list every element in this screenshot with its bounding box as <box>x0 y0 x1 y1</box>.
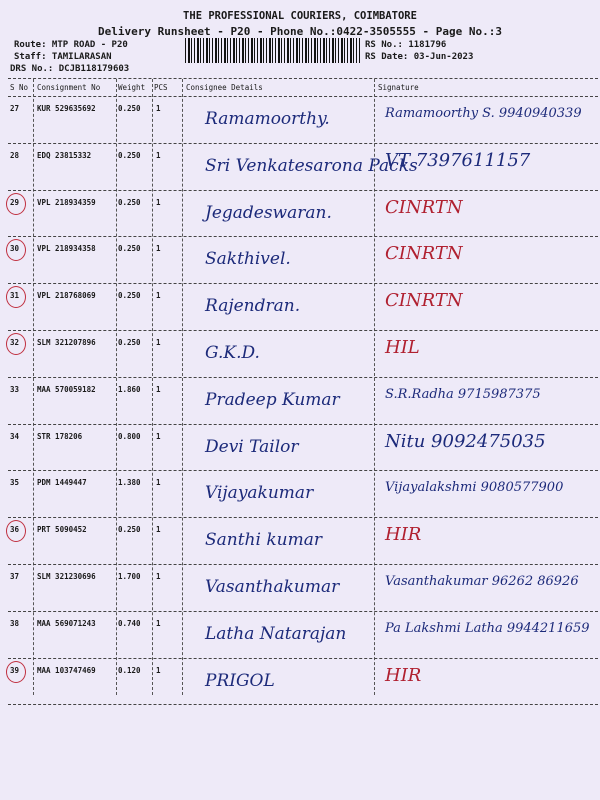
row-divider <box>8 470 598 471</box>
row-divider <box>8 611 598 612</box>
row-signature-handwriting: Vijayalakshmi 9080577900 <box>385 480 564 496</box>
row-consignment-no: EDQ 23815332 <box>37 150 92 160</box>
row-divider <box>8 330 598 331</box>
row-sno: 35 <box>10 478 20 488</box>
row-weight: 0.250 <box>118 525 141 535</box>
row-consignee-handwriting: Sakthivel. <box>205 249 291 270</box>
row-weight: 1.380 <box>118 478 141 488</box>
row-signature-handwriting: Pa Lakshmi Latha 9944211659 <box>385 620 590 636</box>
row-circle-mark <box>6 286 26 308</box>
row-divider <box>8 424 598 425</box>
row-pcs: 1 <box>156 618 161 628</box>
row-consignee-handwriting: Latha Natarajan <box>205 623 347 644</box>
row-weight: 0.250 <box>118 197 141 207</box>
table-header-rule <box>8 96 598 97</box>
row-signature-handwriting: HIL <box>385 337 420 358</box>
row-sno: 31 <box>10 291 20 301</box>
row-signature-handwriting: HIR <box>385 524 422 546</box>
row-divider <box>8 236 598 237</box>
column-divider <box>116 79 117 695</box>
row-signature-handwriting: Nitu 9092475035 <box>385 430 546 452</box>
route-label: Route: MTP ROAD - P20 <box>14 40 128 50</box>
row-consignee-handwriting: Jegadeswaran. <box>205 202 332 223</box>
row-pcs: 1 <box>156 384 161 394</box>
row-weight: 0.250 <box>118 104 141 113</box>
row-divider <box>8 283 598 284</box>
column-divider <box>33 79 34 695</box>
row-divider <box>8 564 598 565</box>
row-consignment-no: MAA 103747469 <box>37 665 96 675</box>
row-pcs: 1 <box>156 338 161 347</box>
row-weight: 1.700 <box>118 572 141 581</box>
column-header-consignment: Consignment No <box>37 83 101 92</box>
row-weight: 1.860 <box>118 384 141 394</box>
row-divider <box>8 143 598 144</box>
row-circle-mark <box>6 239 26 261</box>
row-consignee-handwriting: Ramamoorthy. <box>205 109 330 129</box>
row-sno: 34 <box>10 431 20 441</box>
table-top-rule <box>8 78 598 79</box>
row-consignment-no: STR 178206 <box>37 431 83 441</box>
drs-number: DRS No.: DCJB118179603 <box>10 64 130 74</box>
row-signature-handwriting: S.R.Radha 9715987375 <box>385 386 541 402</box>
row-weight: 0.740 <box>118 618 141 628</box>
row-weight: 0.250 <box>118 244 141 254</box>
row-divider <box>8 190 598 191</box>
row-consignee-handwriting: Vasanthakumar <box>205 577 340 597</box>
row-circle-mark <box>6 333 26 355</box>
row-divider <box>8 658 598 659</box>
row-consignment-no: VPL 218934359 <box>37 197 96 207</box>
row-consignment-no: PDM 1449447 <box>37 478 87 488</box>
row-pcs: 1 <box>156 150 161 160</box>
row-consignee-handwriting: Sri Venkatesarona Packs <box>205 155 418 176</box>
row-pcs: 1 <box>156 525 161 535</box>
row-consignment-no: SLM 321230696 <box>37 572 96 581</box>
company-title: THE PROFESSIONAL COURIERS, COIMBATORE <box>183 10 417 22</box>
row-consignment-no: SLM 321207896 <box>37 338 96 347</box>
row-circle-mark <box>6 520 26 542</box>
row-weight: 0.250 <box>118 291 141 301</box>
row-consignee-handwriting: Rajendran. <box>205 296 301 317</box>
row-circle-mark <box>6 661 26 683</box>
row-weight: 0.120 <box>118 665 141 675</box>
row-pcs: 1 <box>156 291 161 301</box>
row-consignment-no: VPL 218768069 <box>37 291 96 301</box>
barcode <box>185 38 360 63</box>
row-pcs: 1 <box>156 244 161 254</box>
row-signature-handwriting: HIR <box>385 664 422 686</box>
row-divider <box>8 704 598 705</box>
row-consignee-handwriting: Santhi kumar <box>205 530 322 551</box>
row-signature-handwriting: VT 7397611157 <box>385 149 531 171</box>
staff-label: Staff: TAMILARASAN <box>14 52 112 62</box>
row-circle-mark <box>6 193 26 215</box>
row-sno: 38 <box>10 618 20 628</box>
row-weight: 0.250 <box>118 338 141 347</box>
row-sno: 39 <box>10 665 20 675</box>
row-pcs: 1 <box>156 104 161 113</box>
row-consignee-handwriting: Pradeep Kumar <box>205 389 340 410</box>
row-sno: 36 <box>10 525 20 535</box>
row-sno: 29 <box>10 197 20 207</box>
column-header-signature: Signature <box>378 83 419 92</box>
rs-date: RS Date: 03-Jun-2023 <box>365 52 474 62</box>
row-signature-handwriting: CINRTN <box>385 243 463 265</box>
column-divider <box>152 79 153 695</box>
column-header-sno: S No <box>10 83 29 92</box>
row-pcs: 1 <box>156 431 161 441</box>
row-consignee-handwriting: G.K.D. <box>205 343 260 363</box>
row-signature-handwriting: CINRTN <box>385 196 463 218</box>
row-sno: 37 <box>10 572 20 581</box>
row-consignment-no: PRT 5090452 <box>37 525 87 535</box>
column-header-consignee: Consignee Details <box>186 83 263 92</box>
row-signature-handwriting: CINRTN <box>385 290 463 312</box>
row-divider <box>8 517 598 518</box>
row-sno: 33 <box>10 384 20 394</box>
row-weight: 0.800 <box>118 431 141 441</box>
row-divider <box>8 377 598 378</box>
column-divider <box>182 79 183 695</box>
rs-number: RS No.: 1181796 <box>365 40 447 50</box>
row-consignee-handwriting: Vijayakumar <box>205 483 314 504</box>
row-sno: 30 <box>10 244 20 254</box>
row-weight: 0.250 <box>118 150 141 160</box>
runsheet-title: Delivery Runsheet - P20 - Phone No.:0422-3505555 - Page No.:3 <box>98 25 502 38</box>
row-consignment-no: KUR 529635692 <box>37 104 96 113</box>
row-pcs: 1 <box>156 572 161 581</box>
row-sno: 28 <box>10 150 20 160</box>
row-signature-handwriting: Vasanthakumar 96262 86926 <box>385 574 579 589</box>
row-consignee-handwriting: PRIGOL <box>205 670 275 691</box>
row-pcs: 1 <box>156 478 161 488</box>
row-sno: 27 <box>10 104 20 113</box>
row-sno: 32 <box>10 338 20 347</box>
column-header-pcs: PCS <box>154 83 168 92</box>
row-pcs: 1 <box>156 665 161 675</box>
row-consignment-no: VPL 218934358 <box>37 244 96 254</box>
column-header-weight: Weight <box>118 83 146 92</box>
row-consignment-no: MAA 570059182 <box>37 384 96 394</box>
row-signature-handwriting: Ramamoorthy S. 9940940339 <box>385 106 582 121</box>
row-pcs: 1 <box>156 197 161 207</box>
row-consignment-no: MAA 569071243 <box>37 618 96 628</box>
row-consignee-handwriting: Devi Tailor <box>205 436 299 457</box>
